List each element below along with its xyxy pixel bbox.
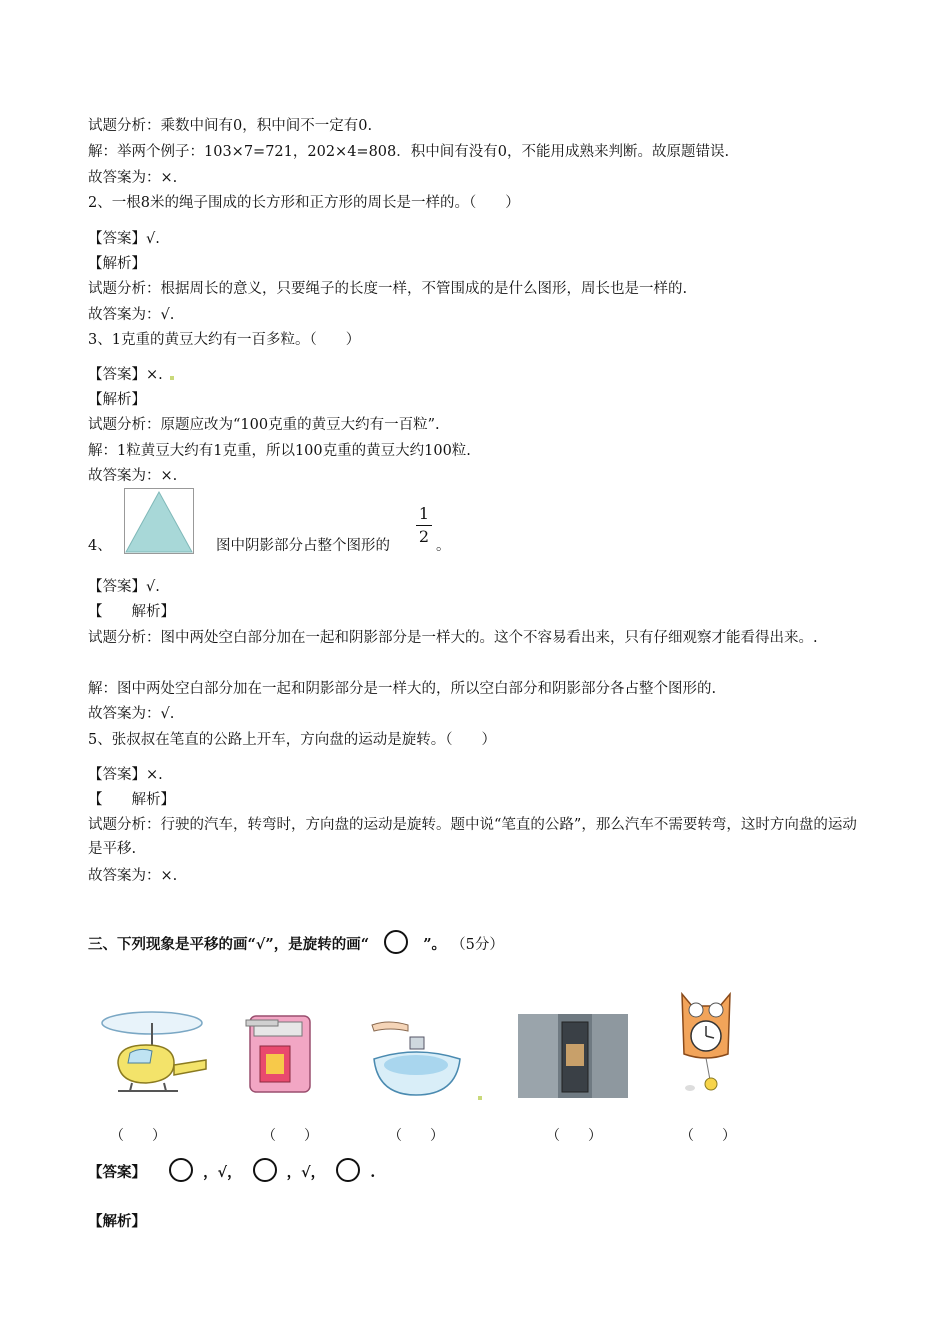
q5-answer: 【答案】×. — [88, 767, 163, 783]
answer-separator: ，√， — [203, 1164, 242, 1181]
question-3: 3、1克重的黄豆大约有一百多粒。（ ） — [88, 332, 361, 348]
section-3-analysis-tag: 【解析】 — [88, 1213, 146, 1230]
helicopter-picture — [88, 1005, 210, 1101]
q4-final: 故答案为：√. — [88, 706, 175, 722]
faucet-basin-picture — [368, 1015, 464, 1097]
answer-blank-2[interactable]: （ ） — [262, 1128, 318, 1144]
q4-solution: 解：图中两处空白部分加在一起和阴影部分是一样大的，所以空白部分和阴影部分各占整个图形的. — [88, 681, 717, 697]
answer-prefix: 【答案】 — [88, 1164, 146, 1181]
answer-end: . — [370, 1164, 376, 1181]
triangle-figure — [124, 488, 194, 554]
scan-speck — [478, 1096, 482, 1100]
section-3-score: （5分） — [451, 937, 504, 953]
circle-answer-icon — [169, 1158, 193, 1182]
elevator-picture — [518, 1014, 628, 1098]
q2-final: 故答案为：√. — [88, 307, 175, 323]
answer-blank-4[interactable]: （ ） — [546, 1128, 602, 1144]
section-3-answer — [88, 1158, 375, 1187]
section-3-title-a: 三、下列现象是平移的画“√”，是旋转的画“ — [88, 936, 370, 953]
q4-answer: 【答案】√. — [88, 579, 160, 595]
q4-analysis-tag: 【 解析】 — [88, 604, 175, 620]
answer-blank-5[interactable]: （ ） — [680, 1128, 736, 1144]
q5-analysis-tag: 【 解析】 — [88, 792, 175, 808]
q2-answer: 【答案】√. — [88, 231, 160, 247]
answer-blank-1[interactable]: （ ） — [110, 1128, 166, 1144]
question-5: 5、张叔叔在笔直的公路上开车，方向盘的运动是旋转。（ ） — [88, 732, 496, 748]
analysis-line: 试题分析：乘数中间有0，积中间不一定有0. — [88, 118, 373, 134]
fraction-one-half — [416, 505, 432, 546]
cd-player-picture — [240, 1002, 318, 1096]
final-answer-line: 故答案为：×. — [88, 170, 178, 186]
answer-separator: ，√， — [286, 1164, 326, 1181]
owl-clock-picture — [672, 988, 740, 1098]
fraction-numerator: 1 — [418, 504, 430, 523]
question-4-number: 4、 — [88, 538, 112, 554]
answer-blank-3[interactable]: （ ） — [388, 1128, 444, 1144]
q3-solution: 解：1粒黄豆大约有1克重，所以100克重的黄豆大约100粒. — [88, 443, 471, 459]
circle-answer-icon — [336, 1158, 360, 1182]
q3-analysis-tag: 【解析】 — [88, 392, 146, 408]
section-3-title — [88, 930, 504, 955]
q3-analysis: 试题分析：原题应改为“100克重的黄豆大约有一百粒”. — [88, 417, 440, 433]
q4-analysis: 试题分析：图中两处空白部分加在一起和阴影部分是一样大的。这个不容易看出来，只有仔细观察才能看得出来。. — [88, 630, 818, 646]
q2-analysis-tag: 【解析】 — [88, 256, 146, 272]
fraction-denominator: 2 — [418, 527, 430, 546]
scan-speck — [170, 376, 174, 380]
section-3-title-b: ”。 — [423, 936, 447, 953]
question-4-tail: 。 — [436, 538, 451, 554]
circle-answer-icon — [253, 1158, 277, 1182]
circle-symbol-icon — [384, 930, 408, 954]
q3-answer: 【答案】×. — [88, 367, 163, 383]
question-2: 2、一根8米的绳子围成的长方形和正方形的周长是一样的。（ ） — [88, 195, 520, 211]
q5-final: 故答案为：×. — [88, 868, 178, 884]
q2-analysis: 试题分析：根据周长的意义，只要绳子的长度一样，不管围成的是什么图形，周长也是一样的. — [88, 281, 688, 297]
question-4-text: 图中阴影部分占整个图形的 — [216, 538, 390, 554]
solution-line: 解：举两个例子：103×7=721，202×4=808．积中间有没有0，不能用成熟来判断。故原题错误. — [88, 144, 730, 160]
q5-analysis: 试题分析：行驶的汽车，转弯时，方向盘的运动是旋转。题中说“笔直的公路”，那么汽车不需要转弯，这时方向盘的运动是平移. — [88, 817, 857, 857]
q3-final: 故答案为：×. — [88, 468, 178, 484]
